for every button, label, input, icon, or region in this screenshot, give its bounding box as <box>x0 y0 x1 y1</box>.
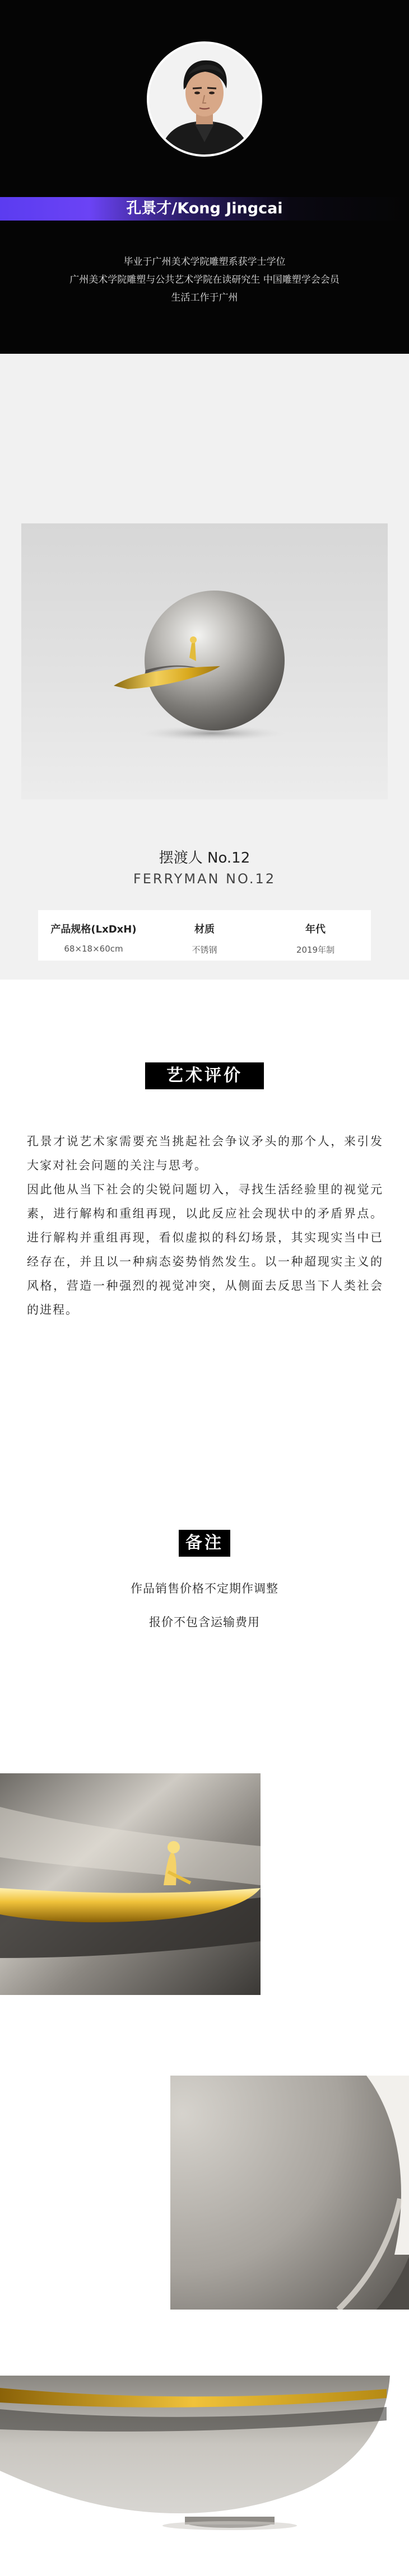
notes-heading: 备注 <box>179 1530 230 1557</box>
spec-label: 年代 <box>305 924 326 935</box>
artist-bio <box>0 253 409 307</box>
review-heading: 艺术评价 <box>145 1062 264 1089</box>
spec-table <box>38 910 371 961</box>
spec-value: 68×18×60cm <box>64 944 123 954</box>
spec-value: 2019年制 <box>296 945 335 955</box>
bio-line: 生活工作于广州 <box>171 292 238 303</box>
spec-label: 材质 <box>194 924 215 935</box>
artist-name: 孔景才/Kong Jingcai <box>126 200 283 217</box>
spec-material <box>149 910 260 961</box>
note-line: 作品销售价格不定期作调整 <box>131 1582 278 1595</box>
detail-photo-base <box>0 2376 390 2542</box>
spec-size <box>38 910 149 961</box>
portrait-image <box>149 44 260 154</box>
artist-avatar <box>147 41 262 157</box>
product-title-en: FERRYMAN NO.12 <box>133 871 276 887</box>
review-paragraph: 孔景才说艺术家需要充当挑起社会争议矛头的那个人，来引发大家对社会问题的关注与思考。 <box>27 1135 383 1172</box>
note-line: 报价不包含运输费用 <box>149 1615 260 1629</box>
spec-value: 不锈钢 <box>192 945 217 955</box>
product-photo <box>21 523 388 799</box>
spec-label: 产品规格(LxDxH) <box>50 924 137 935</box>
bio-line: 毕业于广州美术学院雕塑系获学士学位 <box>123 256 286 268</box>
product-title-cn: 摆渡人 No.12 <box>159 850 250 867</box>
review-body <box>27 1130 383 1322</box>
bio-line: 广州美术学院雕塑与公共艺术学院在读研究生 中国雕塑学会会员 <box>69 274 340 285</box>
artist-header <box>0 0 409 354</box>
review-paragraph: 因此他从当下社会的尖锐问题切入，寻找生活经验里的视觉元素，进行解构和重组再现，以此反应社会现状中的矛盾界点。进行解构并重组再现，看似虚拟的科幻场景，其实现实当中已经存在，并且以一种病态姿势悄然发生。以一种超现实主义的风格，营造一种强烈的视觉冲突，从侧面去反思当下人类社会的进程。 <box>27 1183 383 1317</box>
detail-photo-boat <box>0 1773 261 1995</box>
product-section <box>0 354 409 980</box>
spec-year <box>260 910 371 961</box>
detail-photo-sphere <box>170 2076 409 2310</box>
